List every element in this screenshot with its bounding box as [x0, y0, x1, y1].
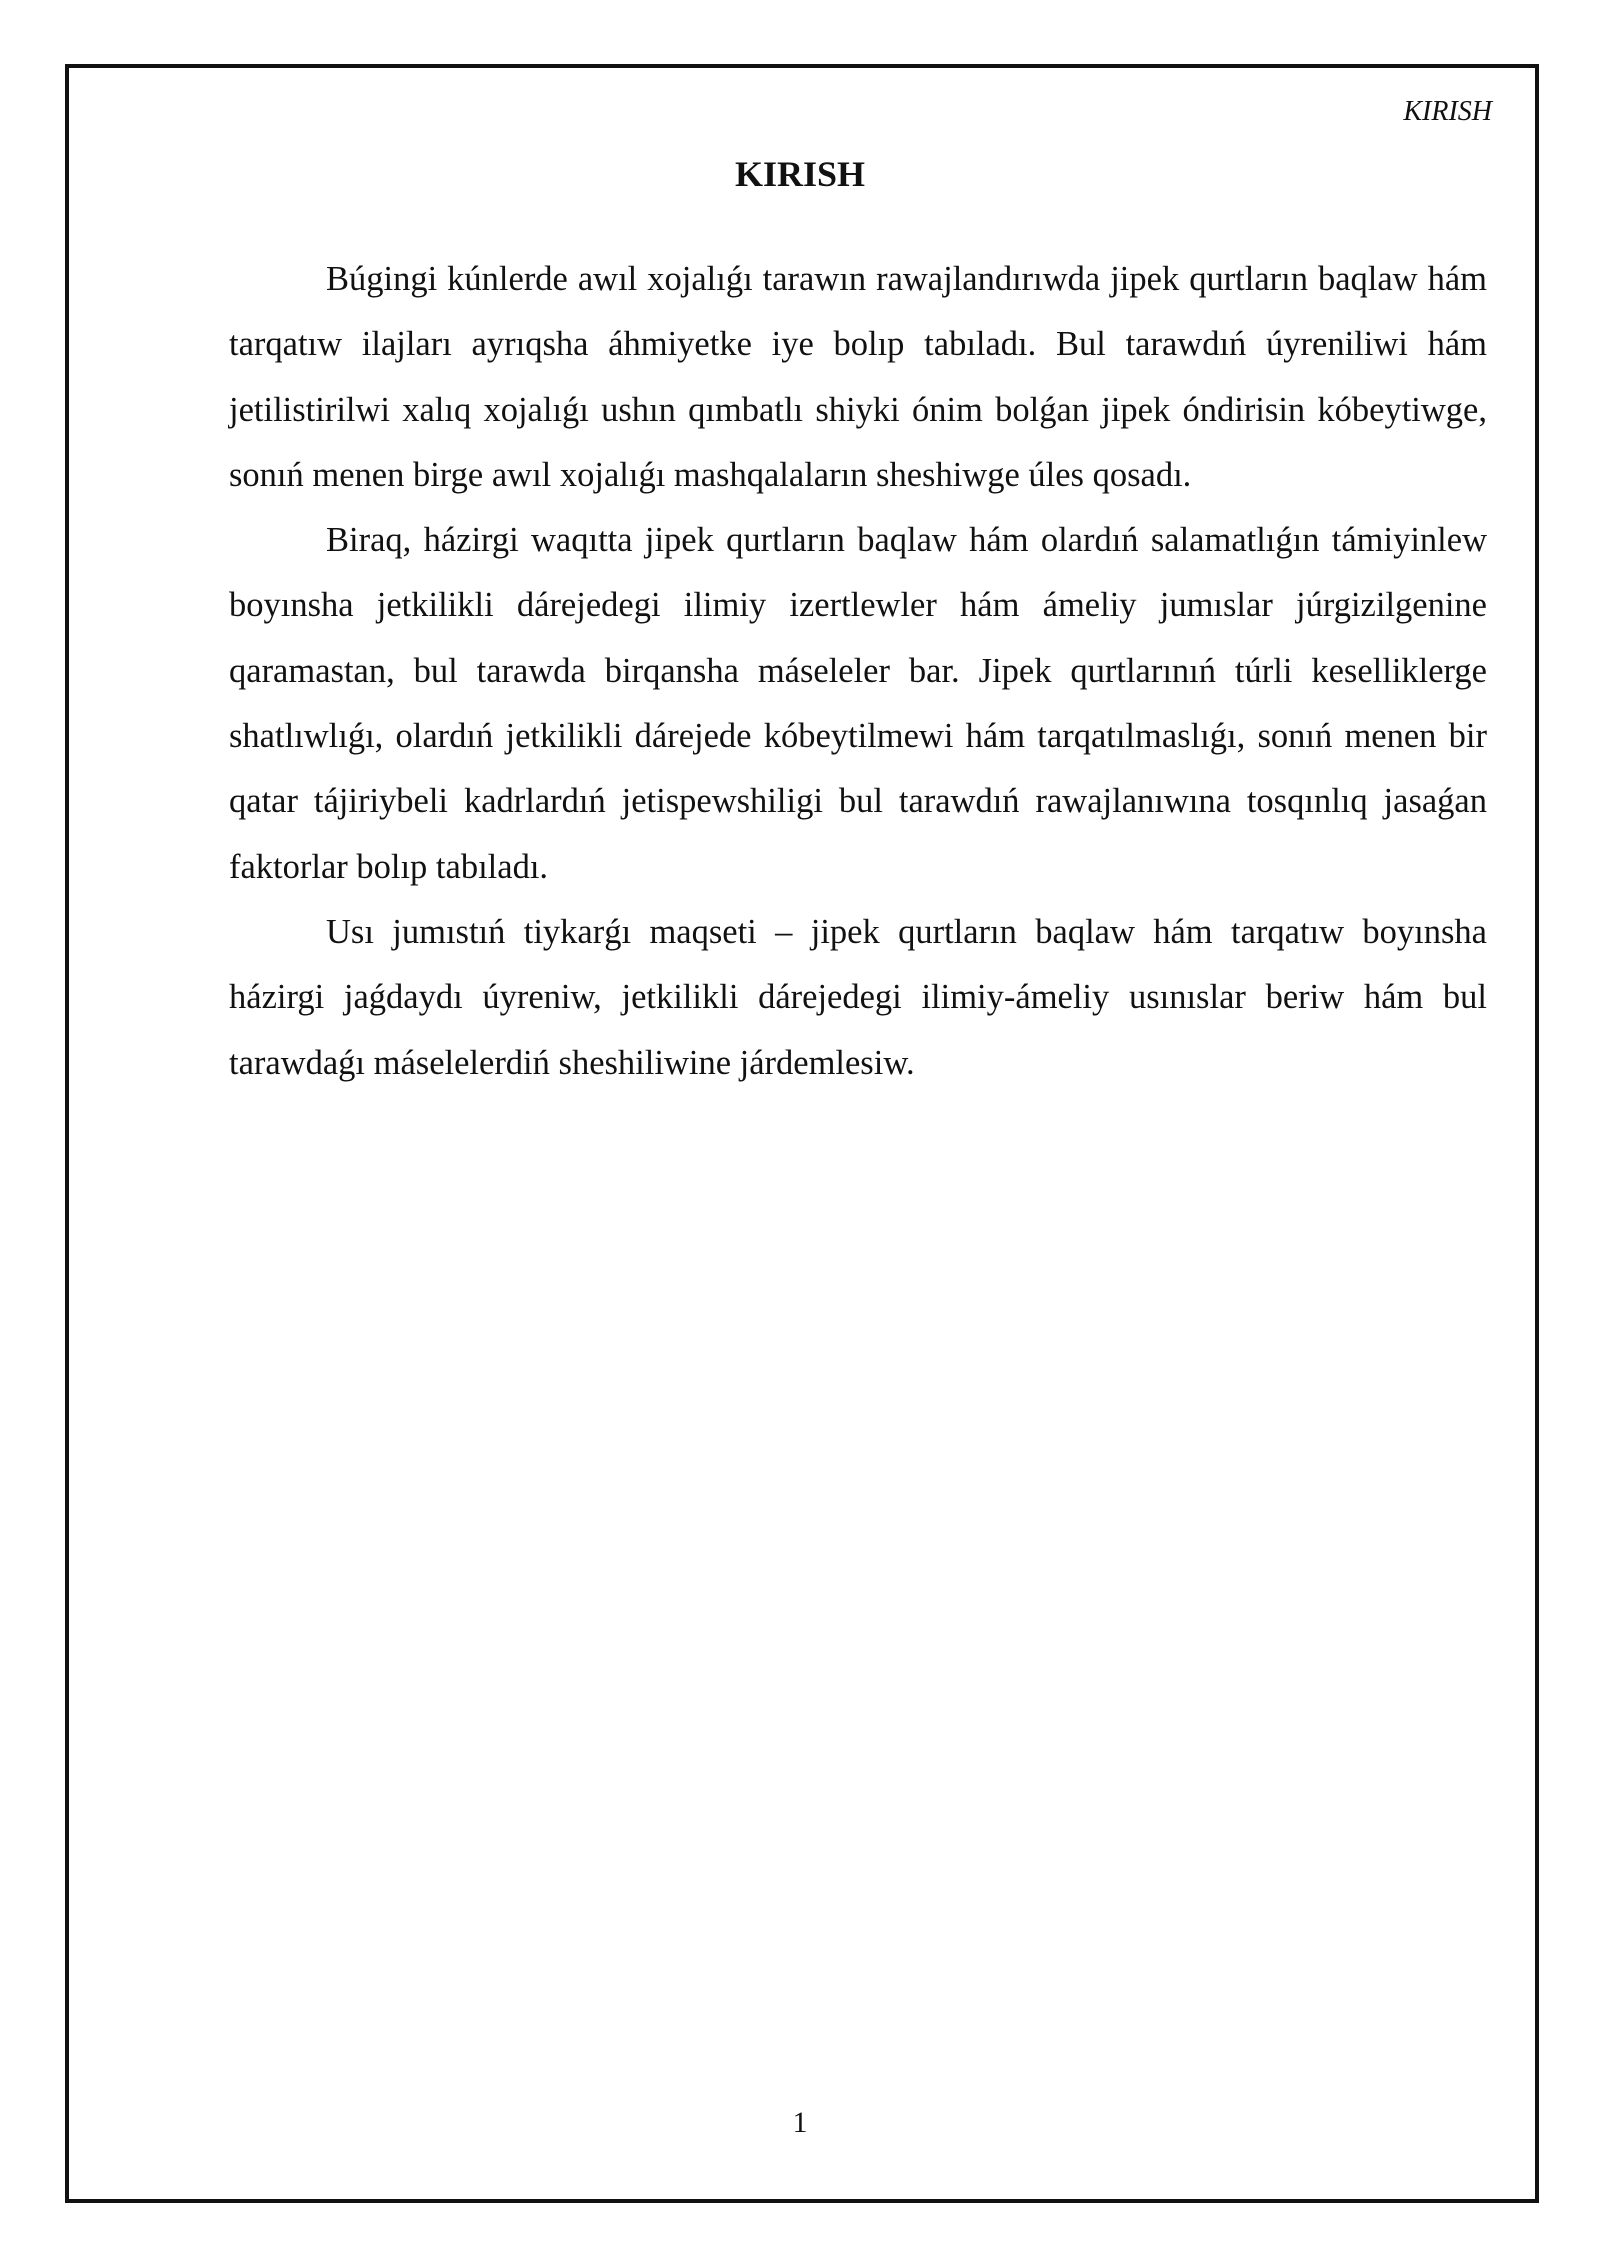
paragraph: Búgingi kúnlerde awıl xojalıǵı tarawın rawajlandırıwda jipek qurtların baqlaw hám tarqatıw ilajları ayrıqsha áhmiyetke iye bolıp tabıladı. Bul tarawdıń úyreniliwi hám jetilistirilwi xalıq xojalıǵı ushın qımbatlı shiyki ónim bolǵan jipek óndirisin kóbeytiwge, sonıń menen birge awıl xojalıǵı mashqalaların sheshiwge úles qosadı. [229, 260, 1487, 494]
running-header: KIRISH [1403, 96, 1492, 127]
body-text [229, 247, 1487, 1096]
paragraph: Usı jumıstıń tiykarǵı maqseti – jipek qurtların baqlaw hám tarqatıw boyınsha házirgi jaǵdaydı úyreniw, jetkilikli dárejedegi ilimiy-ámeliy usınıslar beriw hám bul tarawdaǵı máselelerdiń sheshiliwine járdemlesiw. [229, 912, 1487, 1082]
page-number: 1 [792, 2106, 808, 2139]
page-title: KIRISH [734, 154, 866, 194]
paragraph: Biraq, házirgi waqıtta jipek qurtların baqlaw hám olardıń salamatlıǵın támiyinlew boyınsha jetkilikli dárejedegi ilimiy izertlewler hám ámeliy jumıslar júrgizilgenine qaramastan, bul tarawda birqansha máseleler bar. Jipek qurtlarınıń túrli keselliklerge shatlıwlıǵı, olardıń jetkilikli dárejede kóbeytilmewi hám tarqatılmaslıǵı, sonıń menen bir qatar tájiriybeli kadrlardıń jetispewshiligi bul tarawdıń rawajlanıwına tosqınlıq jasaǵan faktorlar bolıp tabıladı. [229, 521, 1487, 886]
